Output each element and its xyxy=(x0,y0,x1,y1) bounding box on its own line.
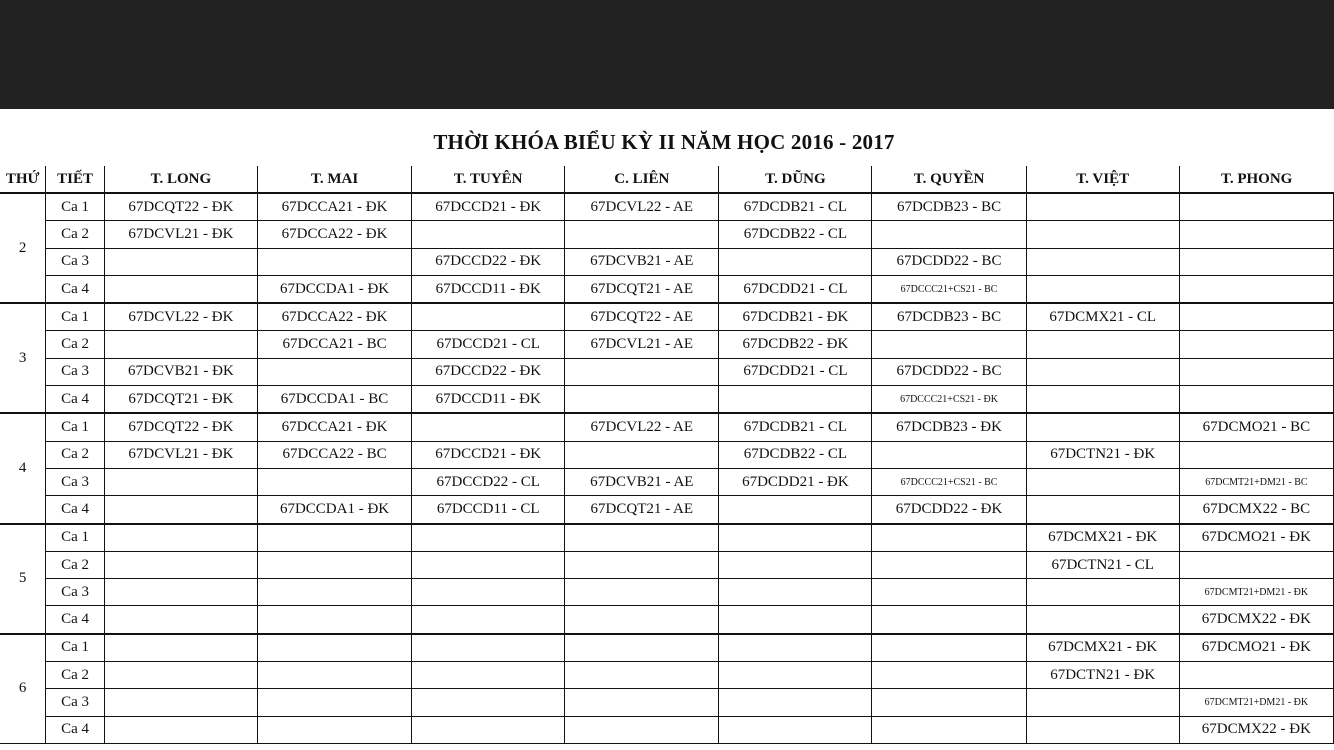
class-cell: 67DCMT21+DM21 - ĐK xyxy=(1179,689,1333,716)
day-cell: 5 xyxy=(0,524,46,634)
table-row xyxy=(0,468,1334,495)
class-cell xyxy=(1026,331,1179,358)
class-cell: 67DCDB22 - CL xyxy=(719,221,872,248)
class-cell: 67DCDB22 - CL xyxy=(719,441,872,468)
class-cell xyxy=(1026,413,1179,441)
period-cell: Ca 2 xyxy=(46,441,105,468)
class-cell xyxy=(1026,496,1179,524)
table-row xyxy=(0,441,1334,468)
class-cell xyxy=(1026,579,1179,606)
class-cell xyxy=(872,606,1026,634)
class-cell xyxy=(1179,331,1333,358)
class-cell xyxy=(412,303,565,331)
class-cell xyxy=(719,579,872,606)
table-row xyxy=(0,248,1334,275)
class-cell xyxy=(719,496,872,524)
table-row xyxy=(0,551,1334,578)
period-cell: Ca 4 xyxy=(46,716,105,743)
class-cell xyxy=(1026,358,1179,385)
class-cell xyxy=(412,662,565,689)
class-cell xyxy=(719,606,872,634)
class-cell xyxy=(1179,386,1333,414)
class-cell xyxy=(1026,386,1179,414)
class-cell xyxy=(257,606,411,634)
class-cell: 67DCMO21 - ĐK xyxy=(1179,634,1333,662)
class-cell xyxy=(1026,248,1179,275)
day-cell: 6 xyxy=(0,634,46,744)
class-cell xyxy=(1026,606,1179,634)
column-header: C. LIÊN xyxy=(565,166,719,193)
class-cell: 67DCTN21 - CL xyxy=(1026,551,1179,578)
period-cell: Ca 3 xyxy=(46,358,105,385)
class-cell xyxy=(1179,551,1333,578)
class-cell xyxy=(872,221,1026,248)
table-row xyxy=(0,358,1334,385)
class-cell xyxy=(565,441,719,468)
timetable xyxy=(0,166,1334,744)
class-cell xyxy=(104,606,257,634)
day-cell: 3 xyxy=(0,303,46,413)
class-cell xyxy=(1026,716,1179,743)
class-cell: 67DCQT22 - ĐK xyxy=(104,193,257,221)
class-cell: 67DCCDA1 - ĐK xyxy=(257,496,411,524)
class-cell xyxy=(719,716,872,743)
class-cell xyxy=(104,716,257,743)
class-cell xyxy=(412,689,565,716)
class-cell xyxy=(104,496,257,524)
class-cell xyxy=(1179,221,1333,248)
class-cell xyxy=(257,634,411,662)
class-cell: 67DCDD21 - CL xyxy=(719,275,872,303)
table-row xyxy=(0,524,1334,552)
class-cell: 67DCCA22 - BC xyxy=(257,441,411,468)
class-cell: 67DCQT22 - ĐK xyxy=(104,413,257,441)
class-cell: 67DCCC21+CS21 - ĐK xyxy=(872,386,1026,414)
class-cell xyxy=(565,634,719,662)
period-cell: Ca 3 xyxy=(46,579,105,606)
timetable-body xyxy=(0,193,1334,743)
class-cell xyxy=(872,634,1026,662)
period-cell: Ca 1 xyxy=(46,634,105,662)
class-cell: 67DCCA21 - ĐK xyxy=(257,413,411,441)
class-cell xyxy=(565,551,719,578)
class-cell: 67DCCD21 - ĐK xyxy=(412,193,565,221)
class-cell xyxy=(872,551,1026,578)
table-row xyxy=(0,579,1334,606)
table-row xyxy=(0,193,1334,221)
table-row xyxy=(0,496,1334,524)
table-row xyxy=(0,413,1334,441)
class-cell xyxy=(412,579,565,606)
class-cell: 67DCCD22 - ĐK xyxy=(412,248,565,275)
top-dark-bar xyxy=(0,0,1334,109)
class-cell: 67DCCD21 - ĐK xyxy=(412,441,565,468)
class-cell xyxy=(719,551,872,578)
class-cell xyxy=(104,579,257,606)
day-cell: 4 xyxy=(0,413,46,523)
class-cell: 67DCCA22 - ĐK xyxy=(257,303,411,331)
period-cell: Ca 4 xyxy=(46,606,105,634)
class-cell: 67DCDD21 - ĐK xyxy=(719,468,872,495)
class-cell: 67DCDB21 - ĐK xyxy=(719,303,872,331)
class-cell xyxy=(257,551,411,578)
class-cell: 67DCVL21 - ĐK xyxy=(104,441,257,468)
class-cell xyxy=(872,662,1026,689)
class-cell xyxy=(104,468,257,495)
day-cell: 2 xyxy=(0,193,46,303)
class-cell xyxy=(1179,358,1333,385)
class-cell xyxy=(565,221,719,248)
class-cell xyxy=(412,413,565,441)
class-cell: 67DCDD22 - BC xyxy=(872,248,1026,275)
class-cell: 67DCDB21 - CL xyxy=(719,413,872,441)
class-cell xyxy=(565,524,719,552)
class-cell: 67DCVL22 - AE xyxy=(565,413,719,441)
class-cell: 67DCQT21 - AE xyxy=(565,275,719,303)
class-cell xyxy=(257,468,411,495)
column-header: T. DŨNG xyxy=(719,166,872,193)
class-cell: 67DCMX22 - ĐK xyxy=(1179,606,1333,634)
class-cell: 67DCCC21+CS21 - BC xyxy=(872,468,1026,495)
class-cell: 67DCCD22 - ĐK xyxy=(412,358,565,385)
column-header: T. LONG xyxy=(104,166,257,193)
class-cell xyxy=(1026,275,1179,303)
class-cell xyxy=(412,716,565,743)
period-cell: Ca 2 xyxy=(46,331,105,358)
class-cell xyxy=(1179,248,1333,275)
class-cell: 67DCMX22 - ĐK xyxy=(1179,716,1333,743)
class-cell: 67DCDB23 - ĐK xyxy=(872,413,1026,441)
class-cell: 67DCCD11 - ĐK xyxy=(412,386,565,414)
class-cell xyxy=(412,524,565,552)
class-cell xyxy=(412,221,565,248)
class-cell xyxy=(257,524,411,552)
class-cell xyxy=(104,689,257,716)
class-cell: 67DCVB21 - AE xyxy=(565,248,719,275)
class-cell: 67DCCC21+CS21 - BC xyxy=(872,275,1026,303)
class-cell xyxy=(719,524,872,552)
class-cell: 67DCVL21 - AE xyxy=(565,331,719,358)
class-cell: 67DCCDA1 - ĐK xyxy=(257,275,411,303)
class-cell xyxy=(412,606,565,634)
class-cell: 67DCCA21 - BC xyxy=(257,331,411,358)
class-cell xyxy=(872,689,1026,716)
class-cell: 67DCMO21 - ĐK xyxy=(1179,524,1333,552)
class-cell: 67DCDD22 - BC xyxy=(872,358,1026,385)
class-cell xyxy=(872,441,1026,468)
class-cell xyxy=(565,716,719,743)
class-cell xyxy=(104,551,257,578)
class-cell xyxy=(872,331,1026,358)
period-cell: Ca 4 xyxy=(46,386,105,414)
class-cell xyxy=(1179,441,1333,468)
class-cell: 67DCTN21 - ĐK xyxy=(1026,441,1179,468)
class-cell: 67DCDB22 - ĐK xyxy=(719,331,872,358)
period-cell: Ca 1 xyxy=(46,303,105,331)
class-cell xyxy=(1179,275,1333,303)
class-cell: 67DCVL21 - ĐK xyxy=(104,221,257,248)
period-cell: Ca 4 xyxy=(46,496,105,524)
class-cell: 67DCVB21 - ĐK xyxy=(104,358,257,385)
table-row xyxy=(0,716,1334,743)
class-cell xyxy=(1026,468,1179,495)
period-cell: Ca 2 xyxy=(46,662,105,689)
table-row xyxy=(0,634,1334,662)
class-cell xyxy=(104,524,257,552)
class-cell xyxy=(719,248,872,275)
class-cell xyxy=(872,579,1026,606)
page-title: THỜI KHÓA BIỂU KỲ II NĂM HỌC 2016 - 2017 xyxy=(433,130,895,154)
class-cell: 67DCDB23 - BC xyxy=(872,303,1026,331)
class-cell xyxy=(565,386,719,414)
class-cell xyxy=(257,689,411,716)
table-row xyxy=(0,662,1334,689)
class-cell: 67DCDD21 - CL xyxy=(719,358,872,385)
class-cell xyxy=(565,358,719,385)
class-cell xyxy=(104,248,257,275)
class-cell: 67DCCD21 - CL xyxy=(412,331,565,358)
column-header: T. MAI xyxy=(257,166,411,193)
class-cell xyxy=(104,331,257,358)
class-cell xyxy=(719,662,872,689)
column-header: THỨ xyxy=(0,166,46,193)
class-cell: 67DCCDA1 - BC xyxy=(257,386,411,414)
class-cell xyxy=(1026,193,1179,221)
table-row xyxy=(0,275,1334,303)
class-cell: 67DCMX22 - BC xyxy=(1179,496,1333,524)
class-cell: 67DCVL22 - AE xyxy=(565,193,719,221)
class-cell xyxy=(719,386,872,414)
class-cell: 67DCMX21 - ĐK xyxy=(1026,524,1179,552)
class-cell: 67DCMT21+DM21 - BC xyxy=(1179,468,1333,495)
table-row xyxy=(0,331,1334,358)
column-header: T. QUYỀN xyxy=(872,166,1026,193)
period-cell: Ca 1 xyxy=(46,193,105,221)
class-cell: 67DCMT21+DM21 - ĐK xyxy=(1179,579,1333,606)
class-cell: 67DCMX21 - ĐK xyxy=(1026,634,1179,662)
class-cell: 67DCVB21 - AE xyxy=(565,468,719,495)
period-cell: Ca 3 xyxy=(46,689,105,716)
class-cell xyxy=(1026,221,1179,248)
class-cell: 67DCTN21 - ĐK xyxy=(1026,662,1179,689)
class-cell: 67DCMO21 - BC xyxy=(1179,413,1333,441)
class-cell xyxy=(257,248,411,275)
class-cell xyxy=(257,358,411,385)
class-cell: 67DCVL22 - ĐK xyxy=(104,303,257,331)
column-header: TIẾT xyxy=(46,166,105,193)
class-cell: 67DCCD11 - CL xyxy=(412,496,565,524)
table-row xyxy=(0,303,1334,331)
table-row xyxy=(0,221,1334,248)
table-row xyxy=(0,386,1334,414)
class-cell: 67DCCA22 - ĐK xyxy=(257,221,411,248)
class-cell xyxy=(565,662,719,689)
column-header: T. TUYÊN xyxy=(412,166,565,193)
class-cell: 67DCQT22 - AE xyxy=(565,303,719,331)
class-cell xyxy=(104,662,257,689)
class-cell xyxy=(412,551,565,578)
class-cell xyxy=(104,275,257,303)
class-cell: 67DCQT21 - AE xyxy=(565,496,719,524)
column-header: T. PHONG xyxy=(1179,166,1333,193)
class-cell: 67DCCD22 - CL xyxy=(412,468,565,495)
class-cell: 67DCCA21 - ĐK xyxy=(257,193,411,221)
class-cell: 67DCDB21 - CL xyxy=(719,193,872,221)
period-cell: Ca 2 xyxy=(46,551,105,578)
class-cell xyxy=(565,579,719,606)
period-cell: Ca 3 xyxy=(46,248,105,275)
class-cell xyxy=(104,634,257,662)
period-cell: Ca 4 xyxy=(46,275,105,303)
period-cell: Ca 3 xyxy=(46,468,105,495)
class-cell xyxy=(872,716,1026,743)
class-cell: 67DCCD11 - ĐK xyxy=(412,275,565,303)
class-cell: 67DCMX21 - CL xyxy=(1026,303,1179,331)
table-row xyxy=(0,606,1334,634)
class-cell: 67DCDB23 - BC xyxy=(872,193,1026,221)
class-cell: 67DCDD22 - ĐK xyxy=(872,496,1026,524)
class-cell xyxy=(872,524,1026,552)
class-cell xyxy=(257,662,411,689)
class-cell: 67DCQT21 - ĐK xyxy=(104,386,257,414)
class-cell xyxy=(565,606,719,634)
class-cell xyxy=(1179,662,1333,689)
column-header: T. VIỆT xyxy=(1026,166,1179,193)
class-cell xyxy=(1179,303,1333,331)
class-cell xyxy=(257,716,411,743)
class-cell xyxy=(719,689,872,716)
class-cell xyxy=(412,634,565,662)
period-cell: Ca 2 xyxy=(46,221,105,248)
class-cell xyxy=(1026,689,1179,716)
period-cell: Ca 1 xyxy=(46,524,105,552)
period-cell: Ca 1 xyxy=(46,413,105,441)
class-cell xyxy=(565,689,719,716)
class-cell xyxy=(257,579,411,606)
table-row xyxy=(0,689,1334,716)
class-cell xyxy=(1179,193,1333,221)
class-cell xyxy=(719,634,872,662)
header-row xyxy=(0,166,1334,193)
